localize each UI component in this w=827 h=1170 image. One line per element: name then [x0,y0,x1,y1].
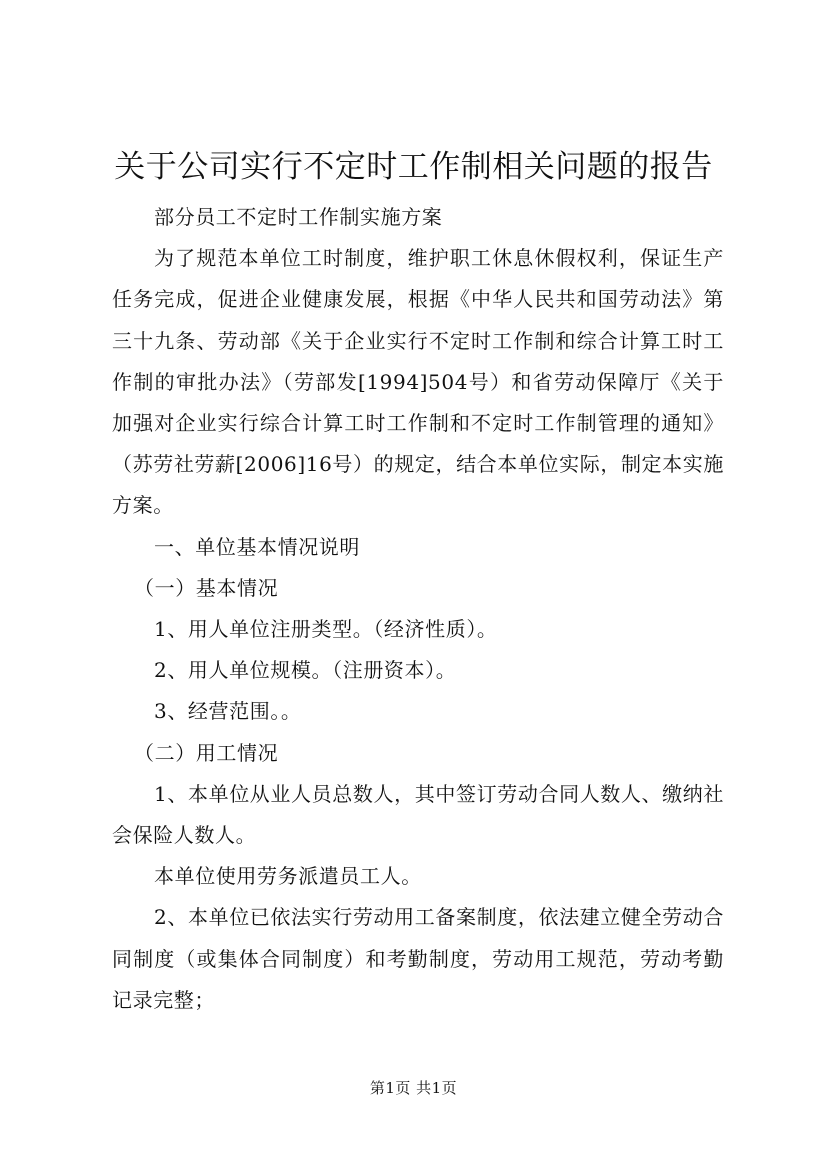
subsection-heading: （一）基本情况 [134,575,279,600]
list-item: 1、本单位从业人员总数人，其中签订劳动合同人数人、缴纳社会保险人数人。 [112,781,724,848]
body-paragraph: 为了规范本单位工时制度，维护职工休息休假权利，保证生产任务完成，促进企业健康发展，根据《中华人民共和国劳动法》第三十九条、劳动部《关于企业实行不定时工作制和综合计算工时工作制的审批办法》（劳部发[1994]504号）和省劳动保障厅《关于加强对企业实行综合计算工时工作制和不定时工作制管理的通知》（苏劳社劳薪[2006]16号）的规定，结合本单位实际，制定本实施方案。 [112,246,724,518]
list-item: 2、用人单位规模。（注册资本）。 [154,658,457,683]
section-heading: 部分员工不定时工作制实施方案 [154,205,443,229]
body-paragraph: 本单位使用劳务派遣员工人。 [154,864,422,889]
list-item: 3、经营范围。。 [154,699,302,724]
subsection-heading: （二）用工情况 [134,740,279,765]
list-item: 1、用人单位注册类型。（经济性质）。 [154,617,498,642]
section-heading: 一、单位基本情况说明 [154,534,360,559]
document-title: 关于公司实行不定时工作制相关问题的报告 [114,149,713,185]
list-item: 2、本单位已依法实行劳动用工备案制度，依法建立健全劳动合同制度（或集体合同制度）和考勤制度，劳动用工规范，劳动考勤记录完整； [112,905,724,1012]
page-footer: 第1页 共1页 [369,1079,458,1097]
document-body [112,197,724,1021]
